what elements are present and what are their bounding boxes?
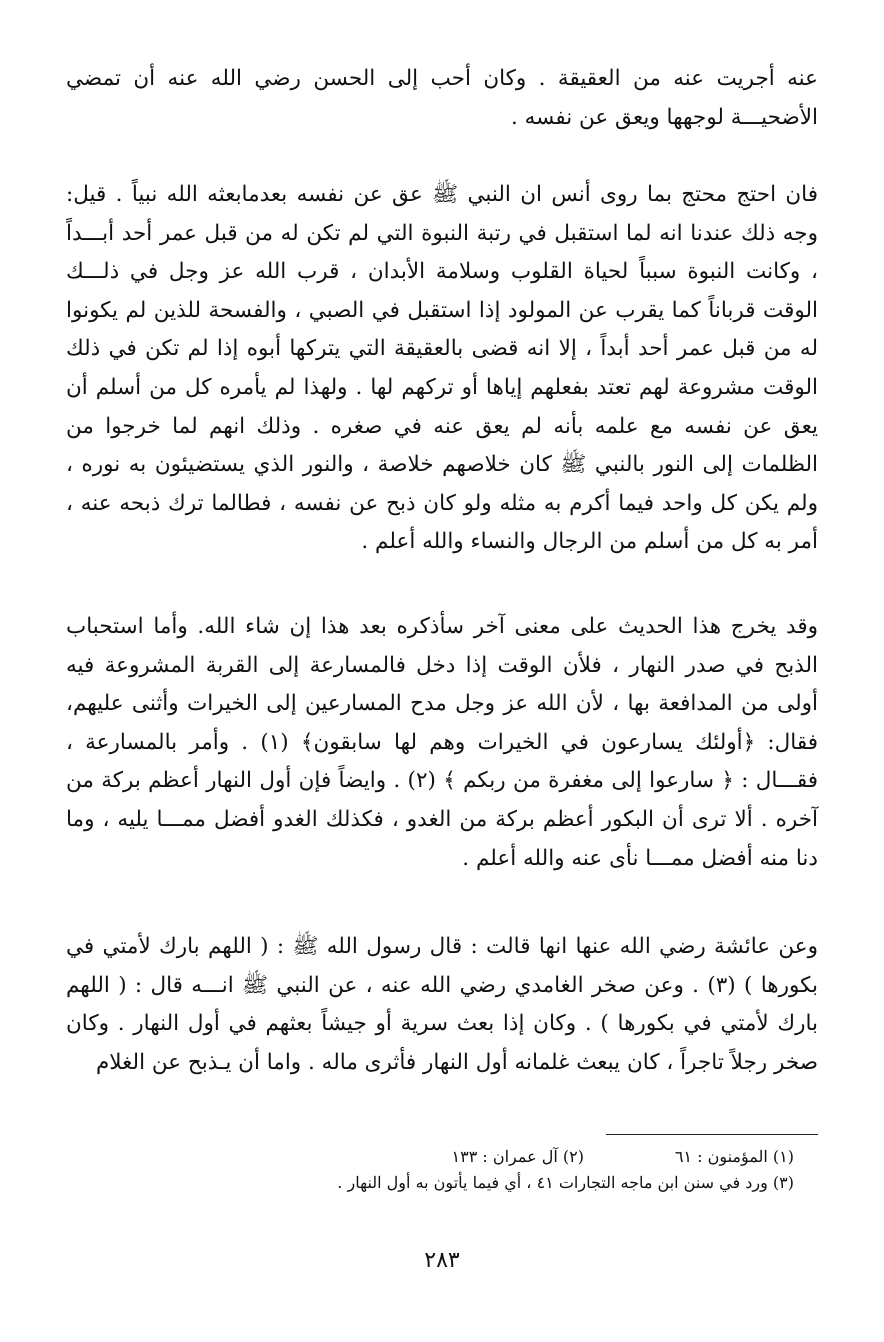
footnotes xyxy=(126,1144,794,1196)
document-page xyxy=(66,60,818,1320)
footnote-row-1 xyxy=(126,1144,794,1170)
paragraph-2: فان احتج محتج بما روى أنس ان النبي ﷺ عق عن نفسه بعدمابعثه الله نبياً . قيل: وجه ذلك عندنا انه لما استقبل في رتبة النبوة التي لم تكن له من قبل عمر أحد أبـــداً ، وكانت النبوة سبباً لحياة القلوب وسلامة الأبدان ، قرب الله عز وجل في ذلـــك الوقت قرباناً كما يقرب عن المولود إذا استقبل في الصبي ، والفسحة للذين لم يكونوا له من قبل عمر أحد أبداً ، إلا انه قضى بالعقيقة التي يتركها أبوه إذا لم تكن في ذلك الوقت مشروعة لهم تعتد بفعلهم إياها أو تركهم لها . ولهذا لم يأمره كل من أسلم أن يعق عن نفسه مع علمه بأنه لم يعق عنه في صغره . وذلك انهم لما خرجوا من الظلمات إلى النور بالنبي ﷺ كان خلاصهم خلاصة ، والنور الذي يستضيئون به نوره ، ولم يكن كل واحد فيما أكرم به مثله ولو كان ذبح عن نفسه ، فطالما ترك ذبحه عنه ، أمر به كل من أسلم من الرجال والنساء والله أعلم . xyxy=(66,182,818,555)
footnote-divider xyxy=(606,1134,818,1135)
footnote-3: (٣) ورد في سنن ابن ماجه التجارات ٤١ ، أي فيما يأتون به أول النهار . xyxy=(337,1173,794,1192)
footnote-2: (٢) آل عمران : ١٣٣ xyxy=(451,1147,584,1166)
page-number: ٢٨٣ xyxy=(424,1248,460,1273)
paragraph-1: عنه أجريت عنه من العقيقة . وكان أحب إلى الحسن رضي الله عنه أن تمضي الأضحيـــة لوجهها ويعق عن نفسه . xyxy=(66,66,818,130)
paragraph-3: وقد يخرج هذا الحديث على معنى آخر سأذكره بعد هذا إن شاء الله. وأما استحباب الذبح في صدر النهار ، فلأن الوقت إذا دخل فالمسارعة إلى القربة المشروعة فيه أولى من المدافعة بها ، لأن الله عز وجل مدح المسارعين إلى الخيرات وأثنى عليهم، فقال: ﴿أولئك يسارعون في الخيرات وهم لها سابقون﴾ (١) . وأمر بالمسارعة ، فقـــال : ﴿ سارعوا إلى مغفرة من ربكم ﴾ (٢) . وايضاً فإن أول النهار أعظم بركة من آخره . ألا ترى أن البكور أعظم بركة من الغدو ، فكذلك الغدو أفضل ممـــا يليه ، وما دنا منه أفضل ممـــا نأى عنه والله أعلم . xyxy=(66,614,818,871)
footnote-1: (١) المؤمنون : ٦١ xyxy=(674,1147,794,1166)
footnote-row-2 xyxy=(126,1170,794,1196)
paragraph-4: وعن عائشة رضي الله عنها انها قالت : قال رسول الله ﷺ : ( اللهم بارك لأمتي في بكورها ) (٣) . وعن صخر الغامدي رضي الله عنه ، عن النبي ﷺ انـــه قال : ( اللهم بارك لأمتي في بكورها ) . وكان إذا بعث سرية أو جيشاً بعثهم في أول النهار . وكان صخر رجلاً تاجراً ، كان يبعث غلمانه أول النهار فأثرى ماله . واما أن يـذبح عن الغلام xyxy=(66,934,818,1075)
